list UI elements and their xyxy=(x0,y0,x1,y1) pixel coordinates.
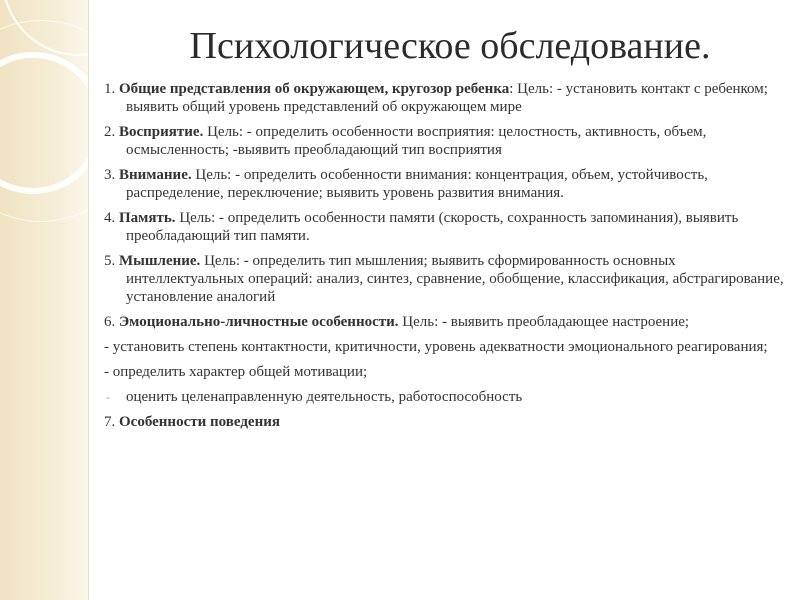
item-emotional xyxy=(104,313,784,331)
item-heading: Восприятие. xyxy=(119,124,204,140)
item-heading: Общие представления об окружающем, кругозор ребенка xyxy=(119,81,510,97)
item-text: : Цель: - установить контакт с ребенком; выявить общий уровень представлений об окружающем мире xyxy=(126,81,768,115)
decorative-side-band xyxy=(0,0,88,600)
slide-content xyxy=(104,80,784,438)
item-heading: Особенности поведения xyxy=(119,414,280,430)
item-heading: Мышление. xyxy=(119,253,201,269)
item-heading: Эмоционально-личностные особенности. xyxy=(119,314,399,330)
item-number: 6. xyxy=(104,314,119,330)
item-general-knowledge xyxy=(104,80,784,116)
slide-title: Психологическое обследование. xyxy=(189,25,711,67)
side-band-divider xyxy=(88,0,89,600)
item-text: Цель: - выявить преобладающее настроение; xyxy=(398,314,690,330)
item-thinking xyxy=(104,252,784,306)
item-text: Цель: - определить особенности памяти (скорость, сохранность запоминания), выявить преобладающий тип памяти. xyxy=(126,210,739,244)
item-contact-level xyxy=(104,338,784,356)
item-number: 4. xyxy=(104,210,119,226)
item-text: - определить характер общей мотивации; xyxy=(104,364,368,380)
item-work-capacity xyxy=(104,388,784,406)
item-number: 2. xyxy=(104,124,119,140)
item-text: - установить степень контактности, критичности, уровень адекватности эмоционального реагирования; xyxy=(104,339,768,355)
bullet-dash: - xyxy=(106,390,110,404)
item-text: Цель: - определить особенности восприятия: целостность, активность, объем, осмысленность; -выявить преобладающий тип восприятия xyxy=(126,124,707,158)
item-number: 3. xyxy=(104,167,119,183)
item-heading: Внимание. xyxy=(119,167,192,183)
item-number: 1. xyxy=(104,81,119,97)
item-text: оценить целенаправленную деятельность, работоспособность xyxy=(126,389,523,405)
item-memory xyxy=(104,209,784,245)
item-number: 5. xyxy=(104,253,119,269)
item-heading: Память. xyxy=(119,210,176,226)
item-attention xyxy=(104,166,784,202)
item-text: Цель: - определить особенности внимания: концентрация, объем, устойчивость, распределение, переключение; выявить уровень развития внимания. xyxy=(126,167,708,201)
decorative-ring-thick xyxy=(0,52,88,194)
item-behavior xyxy=(104,413,784,431)
item-perception xyxy=(104,123,784,159)
item-text: Цель: - определить тип мышления; выявить сформированность основных интеллектуальных операций: анализ, синтез, сравнение, обобщение, классификация, абстрагирование, установление аналогий xyxy=(126,253,784,305)
item-motivation xyxy=(104,363,784,381)
item-number: 7. xyxy=(104,414,119,430)
